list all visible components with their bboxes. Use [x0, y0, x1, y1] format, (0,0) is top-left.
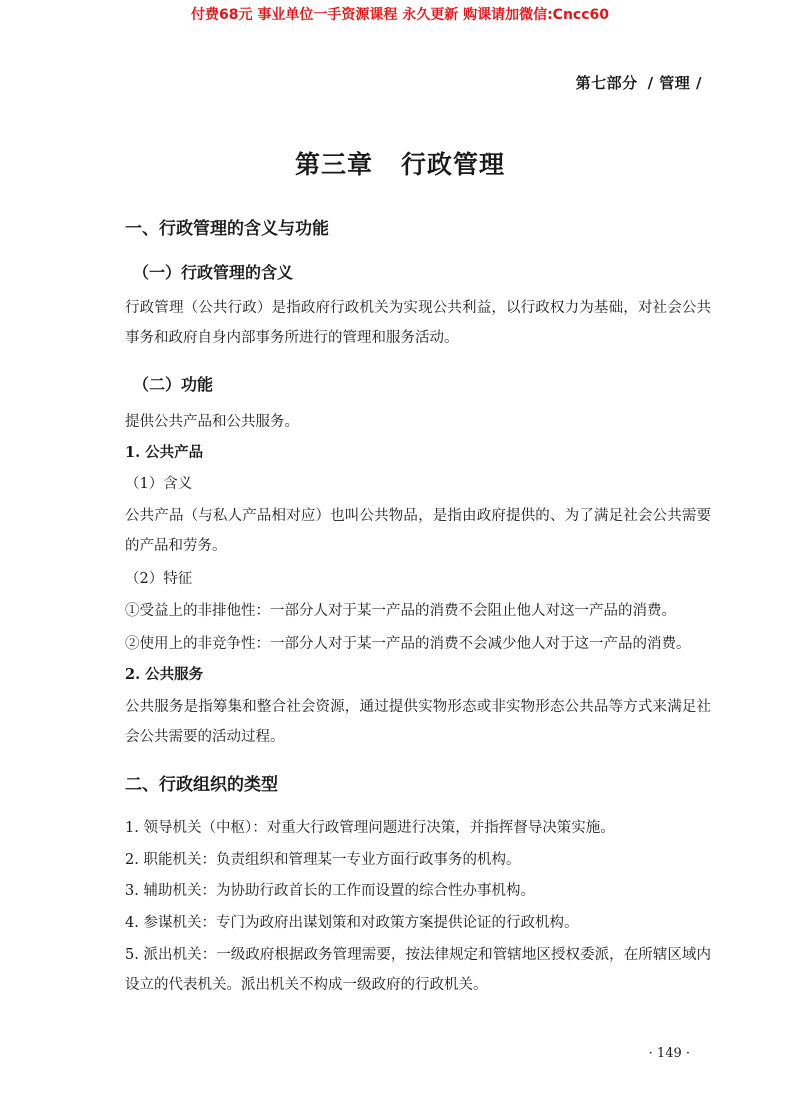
section-1-2-intro: 提供公共产品和公共服务。	[125, 414, 299, 430]
public-goods-sub1: （1）含义	[125, 476, 193, 492]
public-goods-feature-1: ①受益上的非排他性：一部分人对于某一产品的消费不会阻止他人对这一产品的消费。	[125, 603, 676, 619]
header-section: / 管理 /	[647, 74, 702, 92]
chapter-number: 第三章	[294, 150, 373, 179]
public-goods-sub2: （2）特征	[125, 571, 193, 587]
public-goods-heading: 1. 公共产品	[125, 444, 204, 461]
promo-banner: 付费68元 事业单位一手资源课程 永久更新 购课请加微信:Cncc60	[190, 7, 610, 23]
section-1-1-heading: （一）行政管理的含义	[133, 263, 294, 282]
chapter-title	[0, 145, 800, 181]
list-item: 4. 参谋机关：专门为政府出谋划策和对政策方案提供论证的行政机构。	[125, 915, 579, 931]
page-number: · 149 ·	[648, 1046, 690, 1061]
section-2-heading: 二、行政组织的类型	[125, 775, 278, 795]
section-1-2-heading: （二）功能	[133, 375, 214, 394]
list-item: 2. 职能机关：负责组织和管理某一专业方面行政事务的机构。	[125, 852, 521, 868]
running-header	[576, 72, 702, 93]
list-item: 5. 派出机关：一级政府根据政务管理需要，按法律规定和管辖地区授权委派，在所辖区域内设立的代表机关。派出机关不构成一级政府的行政机关。	[125, 947, 711, 993]
public-goods-feature-2: ②使用上的非竞争性：一部分人对于某一产品的消费不会减少他人对于这一产品的消费。	[125, 636, 691, 652]
section-1-heading: 一、行政管理的含义与功能	[125, 219, 329, 239]
public-goods-definition: 公共产品（与私人产品相对应）也叫公共物品，是指由政府提供的、为了满足社会公共需要的产品和劳务。	[125, 508, 711, 554]
public-service-heading: 2. 公共服务	[125, 666, 204, 683]
public-service-paragraph: 公共服务是指筹集和整合社会资源，通过提供实物形态或非实物形态公共品等方式来满足社会公共需要的活动过程。	[125, 699, 711, 745]
chapter-name: 行政管理	[401, 150, 506, 179]
list-item: 1. 领导机关（中枢）：对重大行政管理问题进行决策，并指挥督导决策实施。	[125, 820, 615, 836]
header-part: 第七部分	[575, 74, 638, 92]
section-1-1-paragraph: 行政管理（公共行政）是指政府行政机关为实现公共利益，以行政权力为基础，对社会公共事务和政府自身内部事务所进行的管理和服务活动。	[125, 300, 711, 346]
list-item: 3. 辅助机关：为协助行政首长的工作而设置的综合性办事机构。	[125, 883, 535, 899]
